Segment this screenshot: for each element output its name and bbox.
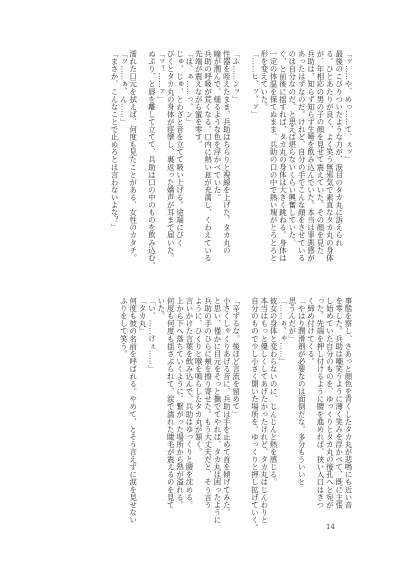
text-line: 自分のもので少し小さく開いた場所を、ゆっくりと押し拡げていく。 <box>250 297 260 532</box>
text-line: し始めていた自分のものを、ゆっくりとタカ丸の後孔へと宛が <box>325 297 335 509</box>
text-line: のは自分なのだ、と思えば堪らないくらい興奮していた。 <box>287 50 297 247</box>
text-line: 「い、……けぇ……」 <box>147 297 157 373</box>
text-line: と思い、僅かに目元をそっと撫でてやれば、タカ丸は困ったように <box>212 297 222 524</box>
text-line: 最後のこびりついたような力が、涙目のタカ丸に訴えられ <box>334 50 344 247</box>
text-line: 本当はもっと優しくしてあげたかったけれど、タカ丸はじんわりと <box>259 297 269 524</box>
text-line: 「ッ……や、めっ……て、ぇッ」 <box>344 50 353 164</box>
text-line: 性器を咥えたまま、兵助はちらりと視線を上げた。タカ丸の <box>222 50 232 254</box>
text-line: じゅ、じゅ、とわざと音を立てて吸い上げる。途端にびく <box>175 50 185 247</box>
text-line: 濡れた口元を拭えば、何度も見たことがある、女性のカタチ。 <box>128 50 138 262</box>
text-line: 「ッ……ぁ、ん……」 <box>119 50 129 126</box>
text-line: あったはずなのだ。けれど、自分の手でこんな顔をさせている <box>297 50 307 262</box>
text-line: 「辛ずるな。後ほど言流を留めて」 <box>231 297 241 418</box>
text-line: いた。 <box>156 297 166 320</box>
text-line: 一定の体温を保てぬまま、兵助の口の中で熱い塊がとろとろと <box>269 50 279 262</box>
text-line: 「ふ……ンッ」 <box>231 50 241 103</box>
text-line: 兵助の呼吸が荒くなる。口内に熱い息が充満し、くわえている <box>203 50 213 262</box>
text-line: 兵助の手のひらに頬を擦り寄せた。もう大丈夫だと、そう言う <box>203 297 213 509</box>
text-line: 「まさか、こんなことで止めろとは言わないよな？」 <box>110 50 120 232</box>
text-line: が、年相応の男の子の顔を見せて震えていた。その顔を見た <box>315 50 325 254</box>
text-line: 「……ぁ、ゃ……」 <box>278 297 288 365</box>
text-line: く締め付けてくる。 <box>306 297 316 365</box>
text-line: 上から下へ落ちていくように、繋がった場所から熱が溢れる。 <box>175 297 185 509</box>
text-line: 「……ヒ、ッ、ァ」 <box>250 50 260 118</box>
text-line: 「やはり潤滑剤が必要なのは面倒だな。多分もういいと <box>297 297 307 486</box>
text-line: 「は、ぁ……っ、ン」 <box>184 50 194 126</box>
page-number: 14 <box>326 523 335 531</box>
text-line: ふりをして笑う。 <box>119 297 129 358</box>
text-line: 何度も何度も揺さぶられて、涙で濡れた睫毛が震えるのを見て <box>166 297 176 509</box>
text-line: 思うんだが」 <box>287 297 297 343</box>
text-line: 先端が震えながら蜜を零す。 <box>194 50 204 149</box>
text-line: ぐ、と前後に揺すれば、タカ丸の身体は大きく跳ねる。身体は <box>278 50 288 262</box>
upper-text-column <box>48 50 352 280</box>
text-line: ように、ひくりと喉を鳴らしたタカ丸が頷く。 <box>194 297 204 456</box>
text-line: 瞳が潤んで、縋るような色を浮かべていた。 <box>212 50 222 201</box>
text-line: 彼女の身体と変わらないのに、じんじんと熱を感じる。 <box>269 297 279 486</box>
text-line: 何度も彼の名前を呼ばれる。やめて、とそう言えずに涙を見せない <box>128 297 138 524</box>
text-line: 兵助は、知らず知らず生唾を飲み込んでいた。本当は罪悪感が <box>306 50 316 262</box>
text-line: びくとタカ丸の身体が痙攣し、裏返った嬌声が耳まで届いた。 <box>166 50 176 262</box>
text-line: 「タカ丸」 <box>138 297 148 335</box>
text-line: 小さくしゃくりあげる音に、兵助は手を止めて首を傾げてみた。 <box>222 297 232 516</box>
text-line: 言いかけた言葉を飲み込んで、兵助はゆっくりと腰を沈める。 <box>184 297 194 509</box>
text-line: を零した。兵助は嘲笑うように薄く笑みを浮かべて、既に主張 <box>334 297 344 509</box>
text-line: 形を変えていた。 <box>259 50 269 111</box>
lower-text-column <box>48 297 353 532</box>
text-line: ぬぷり、と唇を離して立てて、兵助は口の中のものを飲み込む。 <box>147 50 157 269</box>
text-line: 「ッ！……ァ」 <box>156 50 166 103</box>
text-line: った。先端を押し付けるように腰を進めれば、狭い入口はきつ <box>315 297 325 509</box>
text-line: 事態を察し、さあっと顔色を青くしたタカ丸が悲鳴にも近い音 <box>344 297 353 509</box>
text-line: る。ひとあたりが良く、よく笑う無邪気で素直なタカ丸の身体 <box>325 50 335 262</box>
